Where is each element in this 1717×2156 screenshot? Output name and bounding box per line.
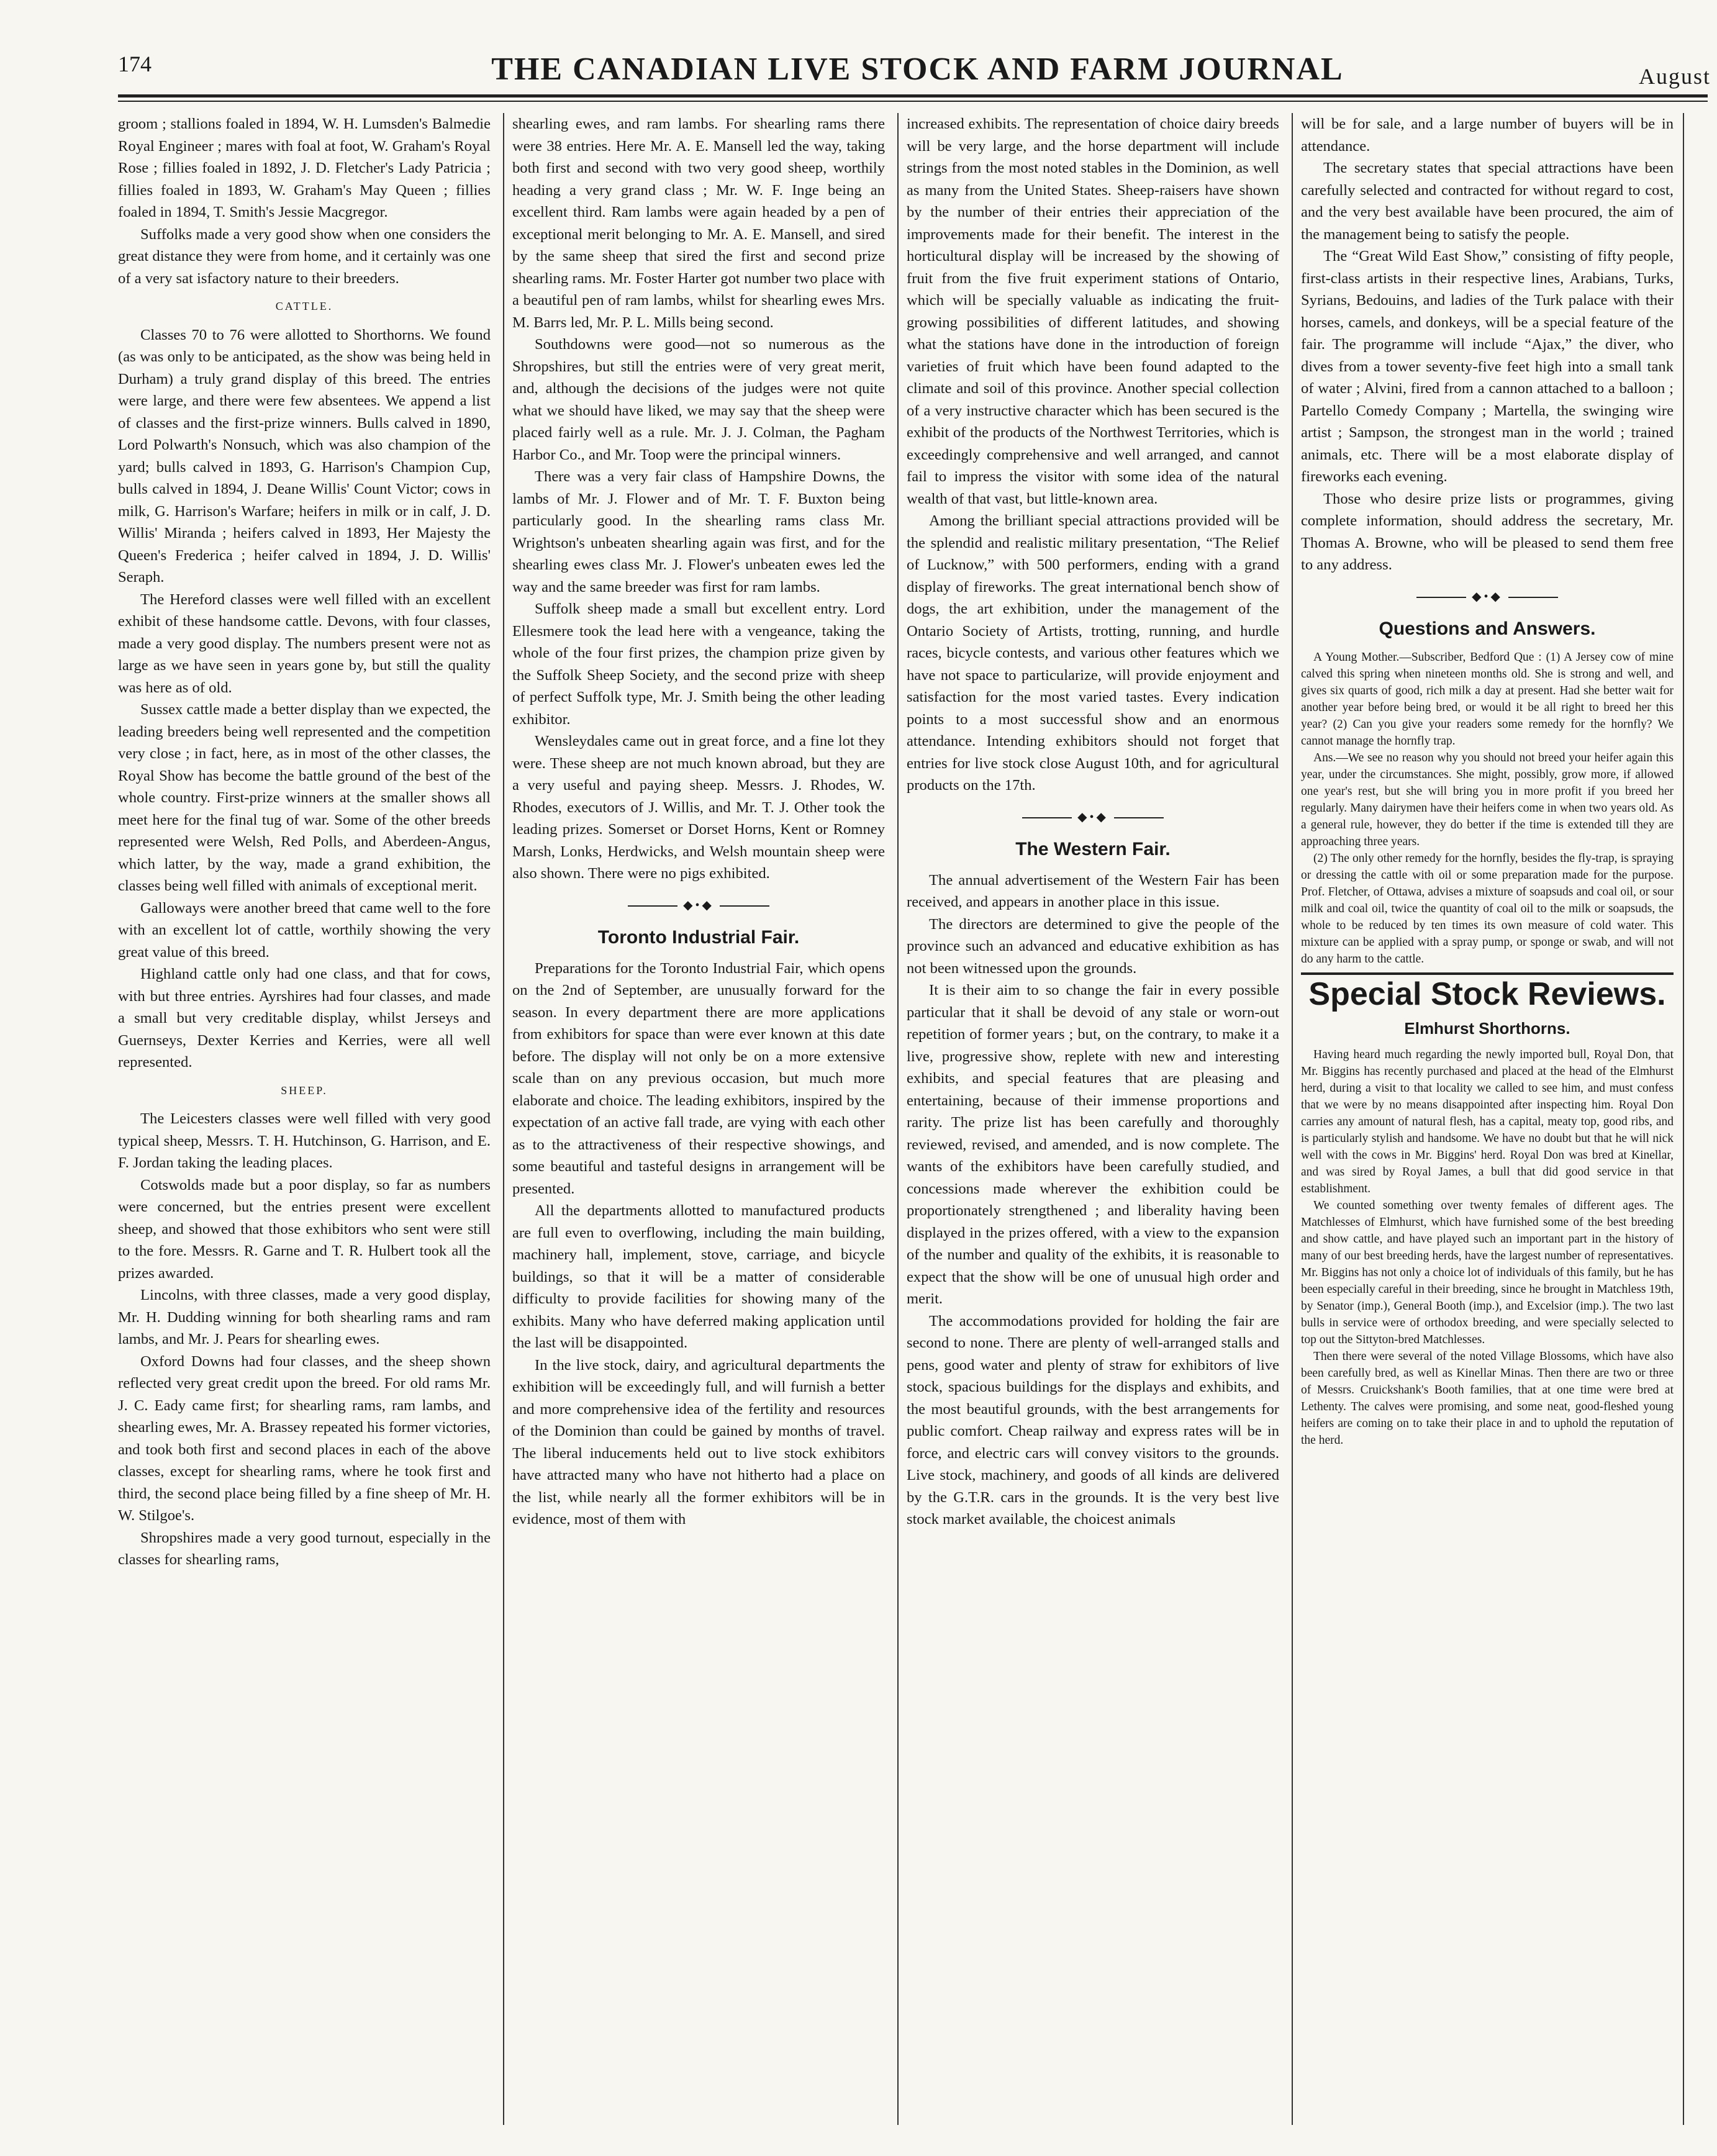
paragraph: Lincolns, with three classes, made a very good display, Mr. H. Dudding winning for both shearling rams and ram lambs, and Mr. J. Pears for shearling ewes. <box>118 1287 491 1348</box>
column-rule <box>1292 113 1293 2125</box>
section-heading-sheep: SHEEP. <box>281 1084 328 1097</box>
paragraph: Wensleydales came out in great force, and a fine lot they were. These sheep are not much known abroad, but they are a very useful and paying sheep. Messrs. J. Rhodes, W. Rhodes, executors of J. Willis, and Mr. T. J. Other took the leading prizes. Somerset or Dorset Horns, Kent or Romney Marsh, Lonks, Herdwicks, and Welsh mountain sheep were also shown. There were no pigs exhibited. <box>512 733 885 882</box>
answer: Ans.—We see no reason why you should not breed your heifer again this year, under the circumstances. She might, possibly, grow more, if allowed one year's rest, but she will bring you in more profit if you breed her regularly. Many dairymen have their heifers come in when two years old. As a general rule, however, they do better if the time is extended till they are approaching three years. <box>1301 751 1674 848</box>
paragraph: All the departments allotted to manufactured products are full even to overflowing, including the main building, machinery hall, implement, stove, carriage, and bicycle buildings, so that it will be a matter of considerable difficulty to provide facilities for showing many of the exhibits. Many who have deferred making application until the last will be disappointed. <box>512 1202 885 1351</box>
paragraph: It is their aim to so change the fair in every possible particular that it shall be devoid of any stale or worn-out repetition of former years ; but, on the contrary, to make it a live, progressive show, replete with new and interesting exhibits, and special features that are pleasing and entertaining, because of their immense proportions and rarity. The prize list has been carefully and thoroughly reviewed, revised, and amended, and is now complete. The wants of the exhibitors have been carefully studied, and concessions made wherever the exhibition could be proportionately strengthened ; and liberality having been displayed in the prizes offered, with a view to the expansion of the number and quality of the exhibits, it is reasonable to expect that the show will be one of unusual high order and merit. <box>907 982 1279 1307</box>
paragraph: We counted something over twenty females of different ages. The Matchlesses of Elmhurst, which have furnished some of the best breeding and show cattle, and have played such an important part in the history of many of our best breeding herds, have the largest number of representatives. Mr. Biggins has not only a choice lot of individuals of this family, but he has been especially careful in their breeding, since he brought in Matchless 19th, by Senator (imp.), General Booth (imp.), and Excelsior (imp.). The two last bulls in service were of orthodox breeding, and were specially selected to top out the Sittyton-bred Matchlesses. <box>1301 1198 1674 1346</box>
paragraph: Oxford Downs had four classes, and the sheep shown reflected very great credit upon the breed. For old rams Mr. J. C. Eady came first; for shearling rams, ram lambs, and shearling ewes, Mr. A. Brassey repeated his former victories, and took both first and second places in each of the above classes, except for shearling rams, where he took first and third, the second place being filled by a fine sheep of Mr. H. W. Stilgoe's. <box>118 1352 491 1524</box>
page-number: 174 <box>118 52 152 76</box>
paragraph: Southdowns were good—not so numerous as the Shropshires, but still the entries were of very great merit, and, although the decisions of the judges were not quite what we should have liked, we may say that the sheep were placed fairly well as a rule. Mr. J. J. Colman, the Pagham Harbor Co., and Mr. Toop were the principal winners. <box>512 336 885 463</box>
paragraph: The secretary states that special attractions have been carefully selected and contracted for without regard to cost, and the very best available have been procured, the aim of the management being to satisfy the people. <box>1301 160 1674 243</box>
paragraph: Suffolks made a very good show when one considers the great distance they were from home, and it certainly was one of a very sat isfactory nature to their breeders. <box>118 225 491 287</box>
section-heading-special-stock: Special Stock Reviews. <box>1301 972 1674 1006</box>
section-heading-cattle: CATTLE. <box>275 300 333 312</box>
paragraph: The Leicesters classes were well filled with very good typical sheep, Messrs. T. H. Hutchinson, G. Harrison, and E. F. Jordan taking the leading places. <box>118 1110 491 1171</box>
paragraph: Cotswolds made but a poor display, so far as numbers were concerned, but the entries present were excellent sheep, and showed that those exhibitors who sent were still to the fore. Messrs. R. Garne and T. R. Hulbert took all the prizes awarded. <box>118 1176 491 1282</box>
paragraph: Shropshires made a very good turnout, especially in the classes for shearling rams, <box>118 1529 491 1568</box>
paragraph: groom ; stallions foaled in 1894, W. H. Lumsden's Balmedie Royal Engineer ; mares with foal at foot, W. Graham's Royal Rose ; fillies foaled in 1892, J. D. Fletcher's Lady Patricia ; fillies foaled in 1893, W. Graham's May Queen ; fillies foaled in 1894, T. Smith's Jessie Macgregor. <box>118 116 491 220</box>
issue-month: August <box>1638 64 1711 89</box>
paragraph: Sussex cattle made a better display than we expected, the leading breeders being well represented and the competition very close ; in fact, here, as in most of the other classes, the Royal Show has become the battle ground of the best of the whole country. First-prize winners at the smaller shows all meet here for the final tug of war. Some of the other breeds represented were Welsh, Red Polls, and Aberdeen-Angus, which latter, by the way, made a grand exhibition, the classes being well filled with animals of exceptional merit. <box>118 701 491 894</box>
ornament-divider: ◆•◆ <box>907 807 1279 829</box>
answer: (2) The only other remedy for the hornfly, besides the fly-trap, is spraying or dressing the cattle with oil or some preparation made for the purpose. Prof. Fletcher, of Ottawa, advises a mixture of soapsuds and coal oil, or sour milk and coal oil, twice the quantity of coal oil to the milk or soapsuds, the whole to be reduced by ten times its own measure of cold water. This mixture can be applied with a spray pump, or sponge or swab, and will not do any harm to the cattle. <box>1301 851 1674 966</box>
header-rule <box>118 94 1708 97</box>
paragraph: The Hereford classes were well filled with an excellent exhibit of these handsome cattle. Devons, with four classes, made a very good display. The numbers present were not as large as we have seen in years gone by, but still the quality was here as of old. <box>118 591 491 696</box>
column-1 <box>118 113 491 2125</box>
paragraph: Highland cattle only had one class, and that for cows, with but three entries. Ayrshires had four classes, and made a small but very creditable display, whilst Jerseys and Guernseys, Dexter Kerries and Kerries, were all well represented. <box>118 966 491 1071</box>
paragraph: Then there were several of the noted Village Blossoms, which have also been carefully bred, as well as Kinellar Minas. Then there are two or three of Messrs. Cruickshank's Booth families, that at one time were bred at Lethenty. The calves were promising, and some neat, good-fleshed young heifers are coming on to take their place in and to uphold the reputation of the herd. <box>1301 1349 1674 1447</box>
paragraph: The annual advertisement of the Western Fair has been received, and appears in another place in this issue. <box>907 871 1279 910</box>
paragraph: increased exhibits. The representation of choice dairy breeds will be very large, and the horse department will include strings from the most noted stables in the Dominion, as well as many from the United States. Sheep-raisers have shown by the number of their entries their appreciation of the improvements made for their benefit. The interest in the horticultural display will be increased by the showing of fruit from the five fruit experiment stations of Ontario, which will be specially valuable as indicating the fruit-growing possibilities of different latitudes, and showing what the stations have done in the introduction of foreign varieties of fruit which have been found adapted to the climate and soil of this province. Another special collection of a very instructive character which has been secured is the exhibit of the products of the Northwest Territories, which is exceedingly comprehensive and well arranged, and cannot fail to impress the visitor with some idea of the natural wealth of that vast, but little-known area. <box>907 116 1279 507</box>
paragraph: There was a very fair class of Hampshire Downs, the lambs of Mr. J. Flower and of Mr. T. F. Buxton being particularly good. In the shearling rams class Mr. Wrightson's unbeaten shearling again was first, and for the shearling ewes class Mr. J. Flower's unbeaten ewes led the way and the same breeder was first for ram lambs. <box>512 468 885 596</box>
journal-title: THE CANADIAN LIVE STOCK AND FARM JOURNAL <box>491 52 1344 87</box>
paragraph: Classes 70 to 76 were allotted to Shorthorns. We found (as was only to be anticipated, as the show was being held in Durham) a truly grand display of this breed. The entries were large, and there were few absentees. We append a list of classes and the first-prize winners. Bulls calved in 1890, Lord Polwarth's Nonsuch, which was also champion of the yard; bulls calved in 1893, G. Harrison's Champion Cup, bulls calved in 1894, J. Deane Willis' Count Victor; cows in milk, G. Harrison's Warfare; heifers in milk or in calf, J. D. Willis' Miranda ; heifers calved in 1893, Her Majesty the Queen's Frederica ; heifer calved in 1894, J. D. Willis' Seraph. <box>118 326 491 586</box>
paragraph: will be for sale, and a large number of buyers will be in attendance. <box>1301 116 1674 155</box>
paragraph: In the live stock, dairy, and agricultural departments the exhibition will be exceedingly full, and will furnish a better and more comprehensive idea of the fertility and resources of the Dominion than could be gained by months of travel. The liberal inducements held out to live stock exhibitors have attracted many who have not hitherto had a place on the list, while nearly all the former exhibitors will be in evidence, most of them with <box>512 1356 885 1528</box>
column-3 <box>907 113 1279 2125</box>
article-heading-toronto: Toronto Industrial Fair. <box>597 927 800 948</box>
paragraph: The accommodations provided for holding the fair are second to none. There are plenty of well-arranged stalls and pens, good water and plenty of straw for exhibitors of live stock, spacious buildings for the displays and exhibits, and the most beautiful grounds, with the best arrangements for public comfort. Cheap railway and express rates will be in force, and electric cars will convey visitors to the grounds. Live stock, machinery, and goods of all kinds are delivered by the G.T.R. cars in the grounds. It is the very best live stock market available, the choicest animals <box>907 1312 1279 1528</box>
paragraph: shearling ewes, and ram lambs. For shearling rams there were 38 entries. Here Mr. A. E. Mansell led the way, taking both first and second with two very good sheep, worthily heading a very grand class ; Mr. W. F. Inge being an excellent third. Ram lambs were again headed by a pen of exceptional merit belonging to Mr. A. E. Mansell, and sired by the same sheep that sired the first and second prize shearling rams. Mr. Foster Harter got number two place with a beautiful pen of ram lambs, whilst for shearling ewes Mrs. M. Barrs led, Mr. P. L. Mills being second. <box>512 116 885 331</box>
paragraph: Galloways were another breed that came well to the fore with an excellent lot of cattle, worthily showing the very great value of this breed. <box>118 899 491 961</box>
question: A Young Mother.—Subscriber, Bedford Que : (1) A Jersey cow of mine calved this spring when nineteen months old. She is strong and well, and gives six quarts of good, rich milk a day at present. Had she better wait for another year before being bred, or would it be all right to breed her this year? (2) Can you give your readers some remedy for the hornfly? We cannot manage the hornfly trap. <box>1301 650 1674 748</box>
paragraph: The “Great Wild East Show,” consisting of fifty people, first-class artists in their respective lines, Arabians, Turks, Syrians, Bedouins, and ladies of the Turk palace with their horses, camels, and donkeys, will be a special feature of the fair. The programme will include “Ajax,” the diver, who dives from a tower seventy-five feet high into a small tank of water ; Alvini, fired from a cannon attached to a balloon ; Partello Comedy Company ; Martella, the swinging wire artist ; Sampson, the strongest man in the world ; trained animals, etc. There will be a most elaborate display of fireworks each evening. <box>1301 248 1674 485</box>
column-2 <box>512 113 885 2125</box>
ornament-divider: ◆•◆ <box>512 895 885 917</box>
article-heading-western-fair: The Western Fair. <box>1015 839 1171 859</box>
ornament-divider: ◆•◆ <box>1301 586 1674 609</box>
qa-block <box>1301 649 1674 967</box>
paragraph: Having heard much regarding the newly imported bull, Royal Don, that Mr. Biggins has recently purchased and placed at the head of the Elmhurst herd, during a visit to that locality we called to see him, and must confess that we were by no means disappointed after inspecting him. Royal Don carries any amount of natural flesh, has a capital, meaty top, good ribs, and is particularly stylish and handsome. We have no doubt but that he will nick well with the cows in Mr. Biggins' herd. Royal Don was bred at Kinellar, and was sired by Royal James, a bull that did good service in that establishment. <box>1301 1048 1674 1195</box>
column-rule <box>897 113 899 2125</box>
paragraph: Preparations for the Toronto Industrial Fair, which opens on the 2nd of September, are unusually forward for the season. In every department there are more applications from exhibitors for space than were ever known at this date before. The display will not only be on a more extensive scale than on any previous occasion, but much more elaborate and choice. The leading exhibitors, inspired by the expectation of an active fall trade, are vying with each other as to the attractiveness of their respective showings, and some beautiful and tasteful designs in arrangement will be presented. <box>512 959 885 1197</box>
article-heading-questions: Questions and Answers. <box>1379 618 1596 639</box>
paragraph: Those who desire prize lists or programmes, giving complete information, should address the secretary, Mr. Thomas A. Browne, who will be pleased to send them free to any address. <box>1301 490 1674 573</box>
paragraph: Among the brilliant special attractions provided will be the splendid and realistic military presentation, “The Relief of Lucknow,” with 500 performers, ending with a grand display of fireworks. The great international bench show of dogs, the art exhibition, under the management of the Ontario Society of Artists, trotting, running, and hurdle races, bicycle contests, and various other features which we have not space to particularize, will provide enjoyment and satisfaction for the most varied tastes. Every indication points to a most successful show and an enormous attendance. Intending exhibitors should not forget that entries for live stock close August 10th, and for agricultural products on the 17th. <box>907 512 1279 794</box>
review-block <box>1301 1046 1674 1449</box>
paragraph: Suffolk sheep made a small but excellent entry. Lord Ellesmere took the lead here with a vengeance, taking the whole of the four first prizes, the champion prize given by the Suffolk Sheep Society, and the second prize with sheep of perfect Suffolk type, Mr. J. Smith being the other leading exhibitor. <box>512 600 885 728</box>
header-rule-thin <box>118 101 1708 102</box>
page-header <box>118 51 1717 94</box>
column-4 <box>1301 113 1674 2125</box>
article-heading-elmhurst: Elmhurst Shorthorns. <box>1404 1019 1570 1038</box>
column-rule <box>503 113 504 2125</box>
paragraph: The directors are determined to give the people of the province such an advanced and educative exhibition as has not been witnessed upon the grounds. <box>907 915 1279 977</box>
column-rule <box>1683 113 1684 2125</box>
